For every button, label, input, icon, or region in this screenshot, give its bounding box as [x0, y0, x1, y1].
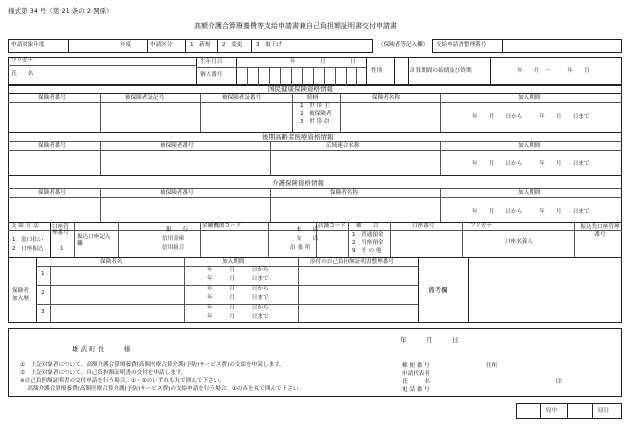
kokuho-period-value[interactable]: 年 月 日から 年 月 日まで [472, 114, 590, 120]
account-furigana-label: フリガナ [470, 223, 493, 229]
reception-box-4: 収日 [598, 408, 610, 414]
application-date[interactable]: 年 月 日 [400, 336, 459, 344]
history-row-to[interactable]: 年 月 日まで [207, 276, 269, 282]
declaration-line-1: ① 上記対象者について、高額介護合算療養費(高額医療合算介護(予防)サービス費)の支給を申請します。 [20, 362, 285, 368]
kokuho-h-insurer-name: 保険者名称 [372, 95, 400, 101]
shinkumi-option[interactable]: 信用組合 [162, 245, 185, 251]
kouki-period-value[interactable]: 年 月 日から 年 月 日まで [472, 161, 590, 167]
serial-number-label: 支給申請書整理番号 [436, 42, 487, 48]
address-label: 住所 [486, 363, 498, 369]
history-row-no: 3 [41, 309, 45, 315]
kouki-h-period: 加入期間 [518, 143, 541, 149]
kaigo-h-period: 加入期間 [518, 190, 541, 196]
history-row-no: 1 [41, 271, 45, 277]
kaigo-h-insurer-no: 保険者番号 [38, 190, 66, 196]
applicant-name-label: 氏 名 [402, 379, 430, 385]
kaigo-section-title: 介護保険資格情報 [272, 179, 324, 187]
remarks-label: 備考欄 [428, 286, 448, 294]
kokuho-rel-member[interactable]: 3 世 帯 員 [300, 119, 330, 125]
kaigo-h-insurer-name: 保険者名称 [330, 190, 358, 196]
account-type-current[interactable]: 2 当座預金 [352, 240, 384, 246]
history-h-period: 加入期間 [222, 259, 245, 265]
history-row-to[interactable]: 年 月 日まで [207, 295, 269, 301]
sex-label: 性別 [371, 68, 383, 74]
kokuho-h-card-number: 被保険者証番号 [222, 95, 262, 101]
kokuho-rel-insured[interactable]: 2 被保険者 [300, 111, 332, 117]
fiscal-year-label: 申請対象年度 [11, 42, 45, 48]
history-row-from[interactable]: 年 月 日から [207, 305, 269, 311]
account-manage-no-value: 1 [60, 246, 64, 252]
payment-window[interactable]: 1 窓口払い [12, 237, 44, 243]
nendo-label: 年度 [120, 42, 132, 48]
calc-period-label: 計算期間の始期及び終期 [410, 68, 472, 74]
head-office-option[interactable]: 本 店 [296, 227, 319, 233]
individual-number-label: 個人番号 [200, 72, 223, 78]
history-h-insurer-name: 保険者名 [100, 259, 123, 265]
category-label: 申請区分 [150, 42, 173, 48]
history-side-label: 保険者 加入歴 [12, 288, 29, 303]
seal-mark: 印 [556, 379, 562, 385]
birth-day-unit: 日 [350, 59, 356, 65]
bank-option[interactable]: 銀 行 [166, 227, 189, 233]
kokuho-h-relation: 続柄 [307, 95, 319, 101]
kouki-section-title: 後期高齢者医療資格情報 [262, 133, 334, 141]
payment-transfer[interactable]: 2 口座振込 [12, 246, 44, 252]
category-withdraw[interactable]: 3 取下げ [256, 42, 282, 48]
furigana-label: フリガナ [11, 58, 34, 64]
calc-period-value[interactable]: 年 月 〜 年 月 [517, 68, 590, 74]
kokuho-h-card-symbol: 被保険者証記号 [125, 95, 165, 101]
account-type-ordinary[interactable]: 1 普通預金 [352, 232, 384, 238]
transfer-manage-no-label: 振込先口座管理番号 [580, 224, 620, 238]
kokuho-h-period: 加入期間 [518, 95, 541, 101]
insurer-note: （保険者等記入欄） [378, 42, 429, 48]
name-label: 氏 名 [11, 71, 34, 77]
category-new[interactable]: 1 新規 [190, 42, 211, 48]
kouki-h-union-name: 広域連合名称 [326, 143, 360, 149]
transfer-account-label: 振込口座記入欄 [77, 234, 111, 248]
kaigo-period-value[interactable]: 年 月 日から 年 月 日まで [472, 209, 590, 215]
kokuho-section-title: 国民健康保険資格情報 [268, 85, 333, 93]
kokuho-h-insurer-no: 保険者番号 [38, 95, 66, 101]
kokuho-rel-head[interactable]: 1 世 帯 主 [300, 103, 330, 109]
category-change[interactable]: 2 変更 [222, 42, 243, 48]
sub-branch-option[interactable]: 出 張 所 [290, 245, 311, 251]
reception-box-2: 収中 [546, 408, 558, 414]
kouki-h-insurer-no: 保険者番号 [38, 143, 66, 149]
account-holder-label: 口座名義人 [505, 239, 533, 245]
payment-method-label: 支 給 方 法 [11, 223, 39, 229]
branch-code-label: 店舗コード [318, 223, 346, 229]
birth-year-unit: 年 [290, 59, 296, 65]
kouki-h-insured-no: 被保険者番号 [160, 143, 194, 149]
branch-option[interactable]: 支 店 [296, 236, 319, 242]
declaration-note-1: ※自己負担額証明書の交付申請を行う場合、①・②のいずれも丸で囲んで下さい。 [20, 378, 225, 384]
history-row-from[interactable]: 年 月 日から [207, 286, 269, 292]
shinkin-option[interactable]: 信用金庫 [162, 236, 185, 242]
account-manage-no-label: 口座管理番号 [52, 224, 69, 237]
kaigo-h-insured-no: 被保険者番号 [160, 190, 194, 196]
account-number-label: 口座番号 [412, 223, 435, 229]
history-h-cert-no: 添付の自己負担額証明書整理番号 [310, 259, 394, 265]
account-type-other[interactable]: 9 そ の 他 [352, 248, 382, 254]
birth-label: 生年月日 [200, 59, 223, 65]
declaration-line-2: ② 上記対象者について、自己負担額証明書の交付を申請します。 [20, 370, 187, 376]
history-row-to[interactable]: 年 月 日まで [207, 314, 269, 320]
addressee: 雄 武 町 長 様 [72, 345, 131, 353]
postal-code-label: 郵 便 番 号 [402, 363, 430, 369]
history-row-from[interactable]: 年 月 日から [207, 267, 269, 273]
history-row-no: 2 [41, 290, 45, 296]
birth-month-unit: 月 [320, 59, 326, 65]
form-title: 高額介護合算療養費等支給申請書兼自己負担額証明書交付申請書 [194, 22, 397, 30]
declaration-note-2: 高額介護合算療養費(高額医療合算介護(予防)サービス費)の支給申請を行う場合、①のみを丸で囲んで下さい。 [20, 386, 305, 392]
phone-label: 電 話 番 号 [402, 387, 430, 393]
account-type-label: 種 目 [356, 223, 379, 229]
institution-code-label: 金融機関コード [202, 223, 242, 229]
representative-label: 申請代表者 [402, 371, 430, 377]
form-number: 様式第 34 号（第 21 条の 2 関係） [8, 7, 113, 15]
